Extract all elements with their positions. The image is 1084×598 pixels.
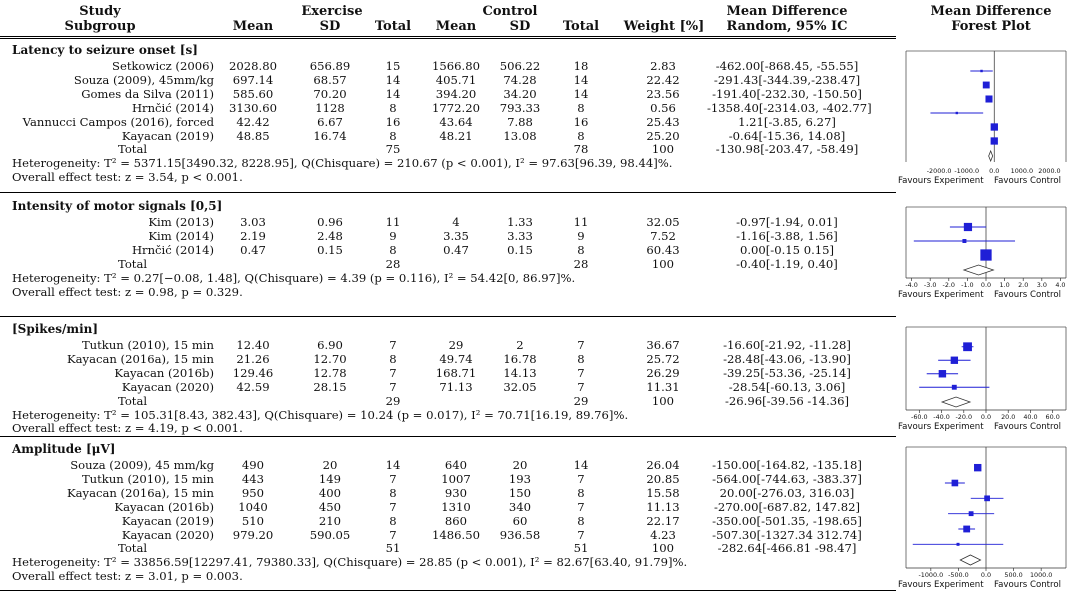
table-cell-cn: 7 [577,471,585,486]
table-cell-en: 11 [385,215,401,229]
table-cell-csd: 14.13 [503,365,537,380]
table-cell-en: 8 [389,485,397,500]
axis-tick-label: 4.0 [1055,281,1066,289]
table-cell-en: 9 [389,228,397,243]
axis-tick-label: -500.0 [948,571,969,579]
table-cell-cm: 43.64 [439,114,473,129]
header-control: Control [482,4,538,19]
favours-control-label: Favours Control [994,422,1062,432]
table-cell-w: 26.29 [646,365,680,380]
table-cell-w: 25.20 [646,128,680,143]
table-cell-study: Kayacan (2016a), 15 min [66,351,214,366]
forest-plot-svg [898,326,1080,414]
table-cell-md: -28.48[-43.06, -13.90] [723,351,851,366]
pooled-effect-diamond [989,151,993,161]
forest-plot-panel [898,446,1080,598]
forest-plot-svg [898,50,1080,162]
section-divider [0,436,896,437]
table-cell-em: 129.46 [232,365,274,380]
table-cell-cn: 8 [577,485,585,500]
table-cell-study: Kayacan (2016b) [114,499,214,514]
pooled-effect-diamond [942,397,970,407]
table-cell-md: -28.54[-60.13, 3.06] [728,379,846,394]
study-point-square [974,464,981,471]
axis-tick-label: -1000.0 [918,571,944,579]
table-cell-cm: 405.71 [435,72,477,87]
total-en: 51 [385,541,401,556]
heterogeneity-line: Heterogeneity: T² = 5371.15[3490.32, 8228.95], Q(Chisquare) = 210.67 (p < 0.001), I² = 97.63[96.39, 98.44]%. [12,156,673,171]
table-cell-esd: 590.05 [309,527,351,542]
header-study: Study Subgroup [64,4,136,34]
table-cell-csd: 60 [512,513,528,528]
table-cell-study: Hrnčić (2014) [131,100,214,115]
table-cell-w: 11.31 [646,379,680,394]
table-cell-cm: 1566.80 [432,59,480,73]
table-cell-study: Souza (2009), 45 mm/kg [70,458,214,472]
section-divider [0,590,896,591]
table-cell-em: 12.40 [236,338,270,352]
axis-tick-label: 0.0 [980,571,992,579]
axis-tick-label: -3.0 [923,281,937,289]
table-cell-md: 1.21[-3.85, 6.27] [738,114,836,129]
table-cell-em: 0.47 [240,242,266,257]
total-md: -0.40[-1.19, 0.40] [736,256,838,271]
table-cell-esd: 20 [322,458,338,472]
table-cell-en: 7 [389,338,397,352]
table-cell-cn: 11 [573,215,589,229]
table-cell-esd: 2.48 [317,228,343,243]
table-cell-em: 979.20 [232,527,274,542]
header-ct-mean: Mean [435,19,477,34]
forest-plot-panel [898,326,1080,440]
table-cell-en: 8 [389,128,397,143]
heterogeneity-line: Heterogeneity: T² = 0.27[−0.08, 1.48], Q(Chisquare) = 4.39 (p = 0.116), I² = 54.42[0, 86.97]%. [12,270,576,285]
table-cell-cm: 1007 [441,471,471,486]
table-cell-esd: 656.89 [309,59,351,73]
study-point-square [985,95,992,102]
header-rule-top [0,36,896,37]
favours-control-label: Favours Control [994,290,1062,300]
study-point-square [963,342,972,351]
table-cell-csd: 7.88 [507,114,533,129]
table-cell-cn: 7 [577,527,585,542]
table-cell-cn: 18 [573,59,589,73]
table-cell-cm: 29 [448,338,464,352]
table-cell-cm: 1486.50 [432,527,480,542]
table-cell-cm: 3.35 [443,228,469,243]
table-cell-esd: 70.20 [313,86,347,101]
table-cell-esd: 28.15 [313,379,347,394]
table-cell-csd: 16.78 [503,351,537,366]
total-en: 75 [385,142,401,157]
table-cell-esd: 6.67 [317,114,343,129]
table-cell-cn: 14 [573,72,589,87]
table-cell-study: Kayacan (2019) [121,128,214,143]
axis-tick-label: -20.0 [955,413,973,421]
axis-tick-label: 20.0 [1001,413,1016,421]
total-cn: 28 [573,256,589,271]
table-cell-cm: 1772.20 [432,100,480,115]
table-cell-w: 25.43 [646,114,680,129]
table-cell-md: -564.00[-744.63, -383.37] [712,471,862,486]
table-cell-cn: 8 [577,351,585,366]
study-point-square [957,543,960,546]
table-cell-en: 14 [385,458,401,472]
table-cell-md: -150.00[-164.82, -135.18] [712,458,862,472]
axis-tick-label: -4.0 [905,281,918,289]
table-cell-em: 42.59 [236,379,270,394]
total-cn: 29 [573,393,589,408]
forest-plot-svg [898,446,1080,572]
axis-tick-label: 2.0 [1018,281,1029,289]
total-cn: 78 [573,142,589,157]
table-cell-em: 585.60 [232,86,274,101]
table-cell-w: 23.56 [646,86,680,101]
axis-tick-label: 0.0 [980,413,992,421]
table-cell-cn: 7 [577,379,585,394]
table-cell-w: 20.85 [646,471,680,486]
header-mean-difference: Mean Difference Random, 95% IC [726,4,848,34]
table-cell-cm: 394.20 [435,86,477,101]
table-cell-study: Kayacan (2020) [121,527,214,542]
favours-control-label: Favours Control [994,580,1062,590]
header-ex-total: Total [374,19,412,34]
favours-control-label: Favours Control [994,176,1062,186]
study-point-square [951,357,958,364]
total-label: Total [118,393,148,408]
table-cell-cn: 14 [573,86,589,101]
total-label: Total [118,142,148,157]
table-cell-esd: 68.57 [313,72,347,87]
study-point-square [939,370,946,377]
table-cell-cm: 1310 [441,499,471,514]
header-exercise: Exercise [301,4,363,19]
table-cell-esd: 1128 [315,100,345,115]
table-cell-md: -39.25[-53.36, -25.14] [723,365,851,380]
study-point-square [962,239,966,243]
study-point-square [964,223,972,231]
table-cell-study: Setkowicz (2006) [112,59,214,73]
table-cell-w: 25.72 [646,351,680,366]
table-cell-w: 26.04 [646,458,680,472]
study-point-square [980,249,991,260]
forest-plot-panel [898,206,1080,320]
total-label: Total [118,256,148,271]
table-cell-en: 7 [389,471,397,486]
table-cell-study: Tutkun (2010), 15 min [81,471,214,486]
table-cell-cn: 8 [577,513,585,528]
table-cell-csd: 32.05 [503,379,537,394]
header-rule-bottom [0,38,896,39]
table-cell-cm: 640 [444,458,468,472]
table-cell-csd: 0.15 [507,242,533,257]
axis-tick-label: -2000.0 [926,167,952,175]
table-cell-em: 2.19 [240,228,266,243]
table-cell-w: 4.23 [650,527,676,542]
table-cell-w: 7.52 [650,228,676,243]
table-cell-w: 15.58 [646,485,680,500]
table-cell-cn: 7 [577,338,585,352]
table-cell-md: -270.00[-687.82, 147.82] [714,499,860,514]
table-cell-esd: 0.15 [317,242,343,257]
table-cell-csd: 506.22 [499,59,541,73]
study-point-square [980,70,982,72]
section-title: Intensity of motor signals [0,5] [12,199,223,213]
table-cell-cm: 930 [444,485,468,500]
table-cell-esd: 12.70 [313,351,347,366]
table-cell-csd: 150 [508,485,532,500]
table-cell-study: Kayacan (2016a), 15 min [66,485,214,500]
table-cell-csd: 34.20 [503,86,537,101]
table-cell-em: 3130.60 [229,100,277,115]
total-md: -26.96[-39.56 -14.36] [724,393,850,408]
table-cell-study: Kayacan (2020) [121,379,214,394]
table-cell-cm: 860 [444,513,468,528]
heterogeneity-line: Heterogeneity: T² = 105.31[8.43, 382.43], Q(Chisquare) = 10.24 (p = 0.017), I² = 70.71[16.19, 89.76]%. [12,407,629,422]
table-cell-cn: 14 [573,458,589,472]
favours-experiment-label: Favours Experiment [898,290,984,300]
table-cell-study: Gomes da Silva (2011) [81,86,214,101]
header-ex-mean: Mean [232,19,274,34]
table-cell-em: 21.26 [236,351,270,366]
axis-tick-label: -40.0 [933,413,950,421]
table-cell-cm: 4 [452,215,460,229]
table-cell-w: 22.17 [646,513,680,528]
table-cell-esd: 400 [318,485,342,500]
study-point-square [983,82,990,89]
study-point-square [969,511,974,516]
table-cell-md: -16.60[-21.92, -11.28] [723,338,851,352]
overall-effect-line: Overall effect test: z = 3.01, p = 0.003. [12,569,243,584]
axis-tick-label: -1.0 [961,281,974,289]
overall-effect-line: Overall effect test: z = 3.54, p < 0.001. [12,170,243,185]
table-cell-md: -0.97[-1.94, 0.01] [736,215,838,229]
heterogeneity-line: Heterogeneity: T² = 33856.59[12297.41, 79380.33], Q(Chisquare) = 28.85 (p < 0.001), I² = 82.67[63.40, 91.79]%. [12,555,688,570]
table-cell-cm: 49.74 [439,351,473,366]
table-cell-md: 0.00[-0.15 0.15] [739,242,835,257]
forest-plot-panel [898,50,1080,188]
table-cell-cm: 168.71 [435,365,477,380]
total-label: Total [118,541,148,556]
table-cell-en: 7 [389,527,397,542]
table-cell-em: 950 [241,485,265,500]
axis-tick-label: -1000.0 [954,167,980,175]
axis-tick-label: 0.0 [989,167,1000,175]
study-point-square [952,385,957,390]
axis-tick-label: 0.0 [980,281,992,289]
favours-experiment-label: Favours Experiment [898,422,984,432]
header-weight: Weight [%] [623,19,705,34]
table-cell-study: Hrnčić (2014) [131,242,214,257]
table-cell-esd: 450 [318,499,342,514]
table-cell-cm: 71.13 [439,379,473,394]
table-cell-w: 2.83 [650,59,676,73]
study-point-square [956,112,958,114]
study-point-square [991,137,998,144]
table-cell-en: 7 [389,365,397,380]
section-divider [0,192,896,193]
table-cell-md: -462.00[-868.45, -55.55] [715,59,859,73]
section-title: Latency to seizure onset [s] [12,43,198,57]
table-cell-csd: 20 [512,458,528,472]
table-cell-csd: 340 [508,499,532,514]
table-cell-esd: 210 [318,513,342,528]
table-cell-csd: 74.28 [503,72,537,87]
header-ex-sd: SD [319,19,341,34]
study-point-square [952,480,959,487]
table-cell-csd: 2 [516,338,524,352]
table-cell-w: 32.05 [646,215,680,229]
table-cell-esd: 16.74 [313,128,347,143]
table-cell-en: 7 [389,379,397,394]
table-cell-cn: 7 [577,365,585,380]
table-cell-cn: 8 [577,128,585,143]
table-cell-en: 8 [389,242,397,257]
axis-tick-label: -60.0 [911,413,928,421]
table-cell-em: 2028.80 [229,59,277,73]
table-cell-csd: 13.08 [503,128,537,143]
table-cell-en: 16 [385,114,401,129]
table-cell-esd: 149 [318,471,342,486]
table-cell-csd: 793.33 [499,100,541,115]
table-cell-em: 48.85 [236,128,270,143]
table-cell-cm: 48.21 [439,128,473,143]
table-cell-em: 510 [241,513,265,528]
table-cell-em: 3.03 [240,215,266,229]
table-cell-em: 490 [241,458,265,472]
overall-effect-line: Overall effect test: z = 4.19, p < 0.001. [12,421,243,436]
axis-tick-label: 3.0 [1036,281,1047,289]
table-cell-md: -350.00[-501.35, -198.65] [712,513,862,528]
table-cell-en: 8 [389,351,397,366]
table-cell-w: 0.56 [650,100,676,115]
table-cell-em: 42.42 [236,114,270,129]
table-cell-w: 60.43 [646,242,680,257]
section-divider [0,316,896,317]
table-cell-study: Souza (2009), 45mm/kg [73,72,214,87]
header-forest-plot: Mean Difference Forest Plot [930,4,1052,34]
table-cell-study: Kayacan (2016b) [114,365,214,380]
table-cell-csd: 3.33 [507,228,533,243]
table-cell-esd: 12.78 [313,365,347,380]
study-point-square [991,123,998,130]
table-cell-cn: 7 [577,499,585,514]
header-ct-total: Total [562,19,600,34]
table-cell-em: 697.14 [232,72,274,87]
favours-experiment-label: Favours Experiment [898,580,984,590]
table-cell-cn: 8 [577,242,585,257]
table-cell-en: 15 [385,59,401,73]
section-title: [Spikes/min] [12,322,99,336]
axis-tick-label: 1.0 [999,281,1010,289]
table-cell-md: -0.64[-15.36, 14.08] [728,128,846,143]
table-cell-study: Tutkun (2010), 15 min [81,338,214,352]
table-cell-csd: 936.58 [499,527,541,542]
table-cell-cm: 0.47 [443,242,469,257]
table-cell-md: -1358.40[-2314.03, -402.77] [707,100,872,115]
axis-tick-label: 1000.0 [1029,571,1053,579]
table-cell-esd: 0.96 [317,215,343,229]
axis-tick-label: 500.0 [1004,571,1023,579]
total-w: 100 [651,393,675,408]
table-cell-md: -291.43[-344.39,-238.47] [713,72,861,87]
total-w: 100 [651,142,675,157]
table-cell-md: -191.40[-232.30, -150.50] [712,86,862,101]
table-cell-en: 7 [389,499,397,514]
pooled-effect-diamond [960,555,980,565]
section-title: Amplitude [μV] [12,442,116,456]
table-cell-md: 20.00[-276.03, 316.03] [719,485,855,500]
table-cell-em: 443 [241,471,265,486]
table-cell-en: 8 [389,513,397,528]
total-w: 100 [651,256,675,271]
table-cell-md: -507.30[-1327.34 312.74] [712,527,862,542]
table-cell-en: 14 [385,72,401,87]
axis-tick-label: -2.0 [942,281,956,289]
pooled-effect-diamond [964,265,994,275]
table-cell-study: Kayacan (2019) [121,513,214,528]
axis-tick-label: 2000.0 [1038,167,1061,175]
axis-tick-label: 1000.0 [1010,167,1034,175]
table-cell-study: Kim (2014) [148,228,214,243]
header-ct-sd: SD [509,19,531,34]
total-md: -282.64[-466.81 -98.47] [717,541,857,556]
table-cell-csd: 1.33 [507,215,533,229]
table-cell-study: Kim (2013) [148,215,214,229]
table-cell-w: 22.42 [646,72,680,87]
table-cell-cn: 8 [577,100,585,115]
study-point-square [963,526,970,533]
overall-effect-line: Overall effect test: z = 0.98, p = 0.329. [12,284,243,299]
favours-experiment-label: Favours Experiment [898,176,984,186]
total-en: 29 [385,393,401,408]
table-cell-study: Vannucci Campos (2016), forced [22,114,214,129]
table-cell-em: 1040 [238,499,268,514]
total-cn: 51 [573,541,589,556]
table-cell-en: 14 [385,86,401,101]
table-cell-en: 8 [389,100,397,115]
axis-tick-label: 60.0 [1045,413,1060,421]
table-cell-w: 36.67 [646,338,680,352]
table-cell-esd: 6.90 [317,338,343,352]
table-cell-csd: 193 [508,471,532,486]
total-en: 28 [385,256,401,271]
study-point-square [984,495,990,501]
table-cell-cn: 16 [573,114,589,129]
table-cell-cn: 9 [577,228,585,243]
axis-tick-label: 40.0 [1023,413,1038,421]
table-cell-md: -1.16[-3.88, 1.56] [736,228,838,243]
table-cell-w: 11.13 [646,499,680,514]
total-w: 100 [651,541,675,556]
total-md: -130.98[-203.47, -58.49] [715,142,859,157]
